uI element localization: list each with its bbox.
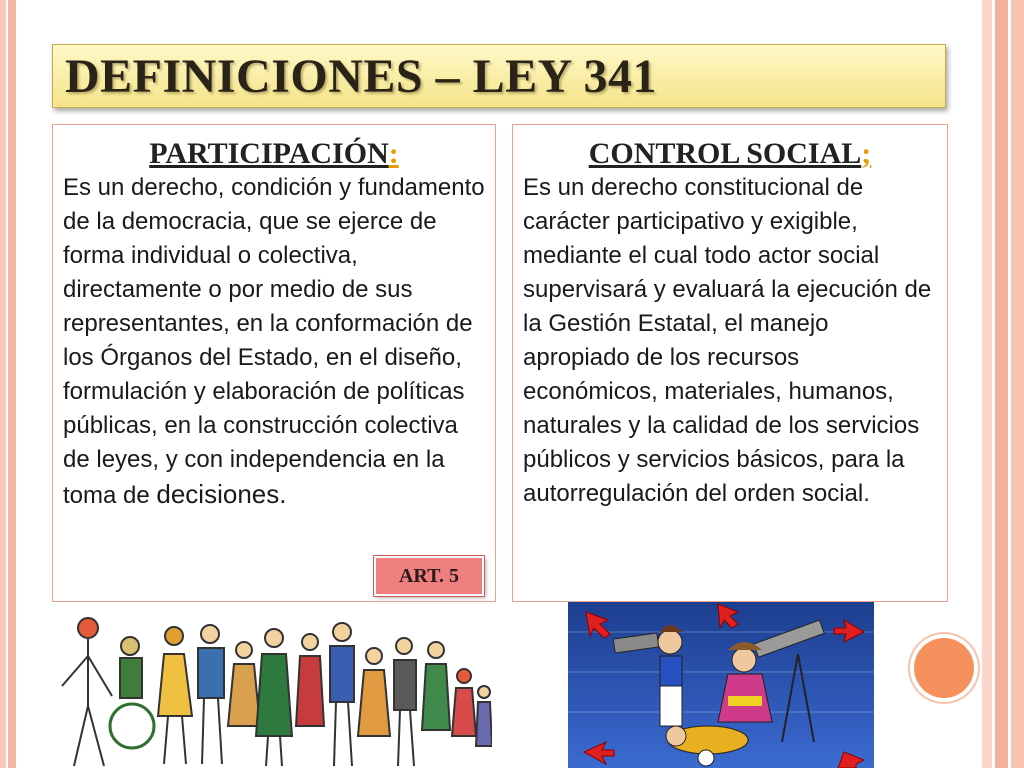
title-banner xyxy=(52,44,946,108)
participation-definition-text: Es un derecho, condición y fundamento de la democracia, que se ejerce de forma individual o colectiva, directamente o por medio de sus representantes, en la conformación de los Órganos del Estado, en el diseño, formulación y elaboración de políticas públicas, en la construcción colectiva de leyes, y con independencia en la toma de xyxy=(63,174,485,509)
participation-heading-text: PARTICIPACIÓN xyxy=(149,137,389,170)
social-control-heading-semicolon: ; xyxy=(861,137,872,170)
decorative-orange-dot xyxy=(914,638,974,698)
participation-card xyxy=(52,124,496,602)
telescope-observers-illustration xyxy=(568,602,874,768)
social-control-heading-text: CONTROL SOCIAL xyxy=(588,137,862,170)
participation-definition xyxy=(63,171,489,513)
people-drawing-illustration xyxy=(52,606,492,768)
slide-title: DEFINICIONES – LEY 341 xyxy=(65,50,657,103)
article-badge: ART. 5 xyxy=(374,556,484,596)
participation-heading xyxy=(53,137,495,171)
social-control-definition: Es un derecho constitucional de carácter participativo y exigible, mediante el cual todo actor social supervisará y evaluará la ejecución de la Gestión Estatal, el manejo apropiado de los recursos económicos, materiales, humanos, naturales y la calidad de los servicios públicos y servicios básicos, para la autorregulación del orden social. xyxy=(523,174,932,507)
social-control-heading xyxy=(513,137,947,171)
left-decorative-border xyxy=(0,0,22,768)
social-control-card xyxy=(512,124,948,602)
participation-definition-last-word: decisiones. xyxy=(156,479,287,509)
participation-heading-colon: : xyxy=(388,137,399,170)
right-decorative-border xyxy=(978,0,1024,768)
